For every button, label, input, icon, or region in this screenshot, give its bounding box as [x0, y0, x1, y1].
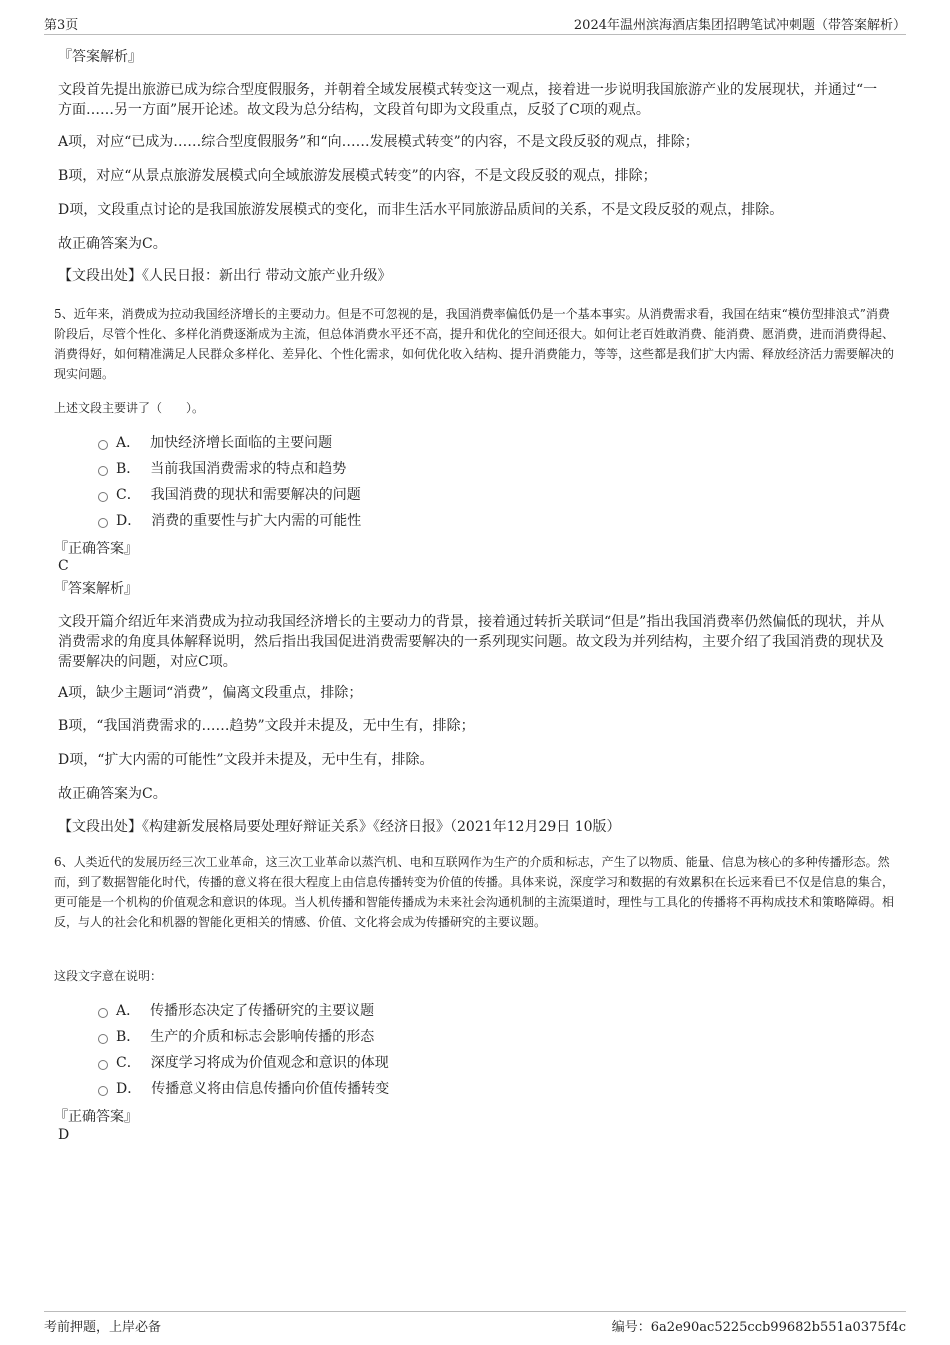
question-6-stem: 6、人类近代的发展历经三次工业革命，这三次工业革命以蒸汽机、电和互联网作为生产的介质和标志，产生了以物质、能量、信息为核心的多种传播形态。然而，到了数据智能化时代，传播的意义将在很大程度上由信息传播转变为价值的传播。具体来说，深度学习和数据的有效累积在长远来看已不仅是信息的集合，更可能是一个机构的价值观念和意识的体现。当人机传播和智能传播成为未来社会沟通机制的主流渠道时，理性与工具化的传播将不再构成技术和策略障碍。相反，与人的社会化和机器的智能化更相关的情感、价值、文化将会成为传播研究的主要议题。 [54, 855, 895, 929]
source-citation: 【文段出处】《人民日报：新出行 带动文旅产业升级》 [58, 268, 392, 284]
page-footer [44, 1311, 906, 1336]
analysis-paragraph: 文段首先提出旅游已成为综合型度假服务，并朝着全域发展模式转变这一观点，接着进一步说明我国旅游产业的发展现状，并通过“一方面……另一方面”展开论述。故文段为总分结构，文段首句即为文段重点，反驳了C项的观点。 [58, 82, 878, 118]
analysis-option-b: B项，“我国消费需求的……趋势”文段并未提及，无中生有，排除； [58, 718, 475, 734]
question-6-option-c[interactable]: C． 深度学习将成为价值观念和意识的体现 [98, 1054, 389, 1072]
answer-value: D [58, 1127, 70, 1143]
question-5-option-a[interactable]: A． 加快经济增长面临的主要问题 [98, 434, 332, 452]
answer-value: C [58, 558, 69, 574]
analysis-label: 『答案解析』 [54, 581, 138, 597]
question-6-option-b[interactable]: B． 生产的介质和标志会影响传播的形态 [98, 1028, 374, 1046]
question-5-stem: 5、近年来，消费成为拉动我国经济增长的主要动力。但是不可忽视的是，我国消费率偏低仍是一个基本事实。从消费需求看，我国在结束“模仿型排浪式”消费阶段后，尽管个性化、多样化消费逐渐成为主流，但总体消费水平还不高，提升和优化的空间还很大。如何让老百姓敢消费、能消费、愿消费，进而消费得起、消费得好，如何精准满足人民群众多样化、差异化、个性化需求，如何优化收入结构、提升消费能力，等等，这些都是我们扩大内需、释放经济活力需要解决的现实问题。 [54, 307, 895, 381]
radio-button-icon[interactable] [98, 440, 108, 450]
analysis-option-a: A项，对应“已成为……综合型度假服务”和“向……发展模式转变”的内容，不是文段反驳的观点，排除； [58, 134, 699, 150]
source-citation: 【文段出处】《构建新发展格局要处理好辩证关系》《经济日报》（2021年12月29日 10版） [58, 819, 621, 835]
analysis-option-d: D项，“扩大内需的可能性”文段并未提及，无中生有，排除。 [58, 752, 434, 768]
radio-button-icon[interactable] [98, 1060, 108, 1070]
page-number: 第3页 [44, 18, 79, 33]
answer-label: 『正确答案』 [54, 1109, 138, 1125]
analysis-option-d: D项，文段重点讨论的是我国旅游发展模式的变化，而非生活水平同旅游品质间的关系，不是文段反驳的观点，排除。 [58, 202, 784, 218]
analysis-paragraph: 文段开篇介绍近年来消费成为拉动我国经济增长的主要动力的背景，接着通过转折关联词“但是”指出我国消费率仍然偏低的现状，并从消费需求的角度具体解释说明，然后指出我国促进消费需要解决的一系列现实问题。故文段为并列结构，主要介绍了我国消费的现状及需要解决的问题，对应C项。 [58, 614, 885, 670]
question-5-option-c[interactable]: C． 我国消费的现状和需要解决的问题 [98, 486, 361, 504]
radio-button-icon[interactable] [98, 1086, 108, 1096]
radio-button-icon[interactable] [98, 518, 108, 528]
footer-slogan: 考前押题，上岸必备 [44, 1320, 162, 1335]
analysis-conclusion: 故正确答案为C。 [58, 786, 167, 802]
analysis-label: 『答案解析』 [58, 49, 142, 65]
radio-button-icon[interactable] [98, 466, 108, 476]
analysis-option-a: A项，缺少主题词“消费”，偏离文段重点，排除； [58, 685, 363, 701]
analysis-option-b: B项，对应“从景点旅游发展模式向全域旅游发展模式转变”的内容，不是文段反驳的观点，排除； [58, 168, 657, 184]
radio-button-icon[interactable] [98, 492, 108, 502]
page-header [44, 12, 906, 35]
radio-button-icon[interactable] [98, 1034, 108, 1044]
document-id: 编号：6a2e90ac5225ccb99682b551a0375f4c [611, 1320, 906, 1335]
question-5-option-d[interactable]: D． 消费的重要性与扩大内需的可能性 [98, 512, 361, 530]
question-6-prompt: 这段文字意在说明： [54, 969, 163, 983]
question-5-option-b[interactable]: B． 当前我国消费需求的特点和趋势 [98, 460, 346, 478]
question-6-option-a[interactable]: A． 传播形态决定了传播研究的主要议题 [98, 1002, 374, 1020]
answer-label: 『正确答案』 [54, 541, 138, 557]
radio-button-icon[interactable] [98, 1008, 108, 1018]
document-title: 2024年温州滨海酒店集团招聘笔试冲刺题（带答案解析） [573, 18, 906, 33]
question-5-prompt: 上述文段主要讲了（ ）。 [54, 401, 205, 415]
question-6-option-d[interactable]: D． 传播意义将由信息传播向价值传播转变 [98, 1080, 389, 1098]
analysis-conclusion: 故正确答案为C。 [58, 236, 167, 252]
